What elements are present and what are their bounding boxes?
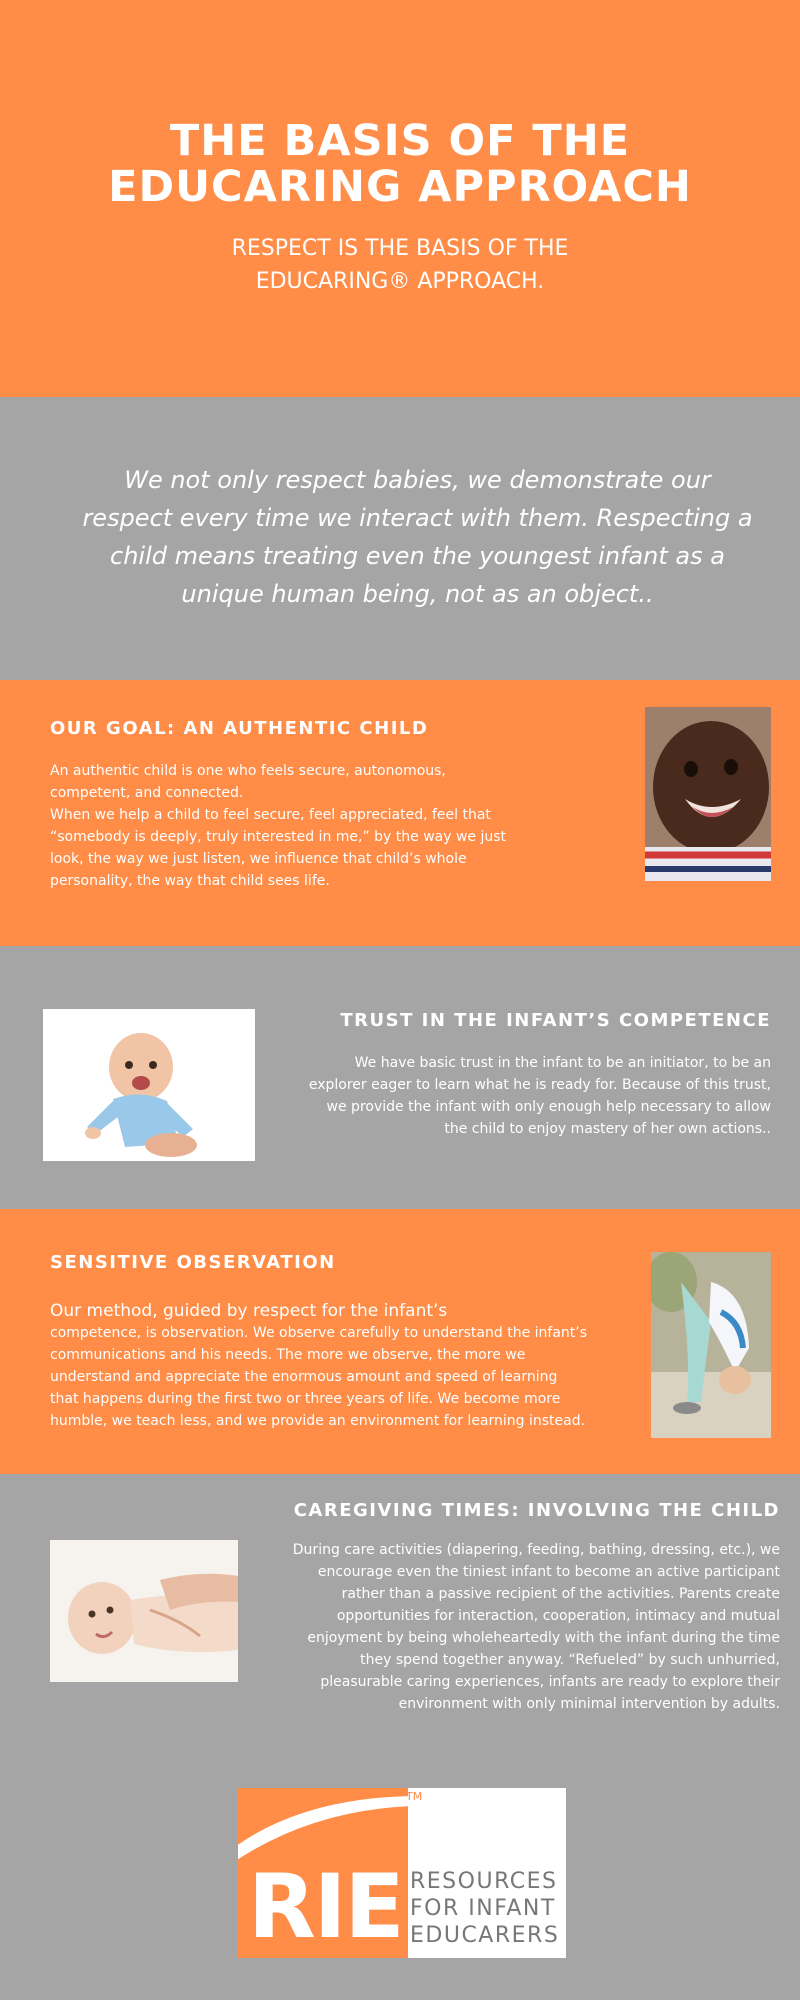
rie-logo-word: RESOURCES bbox=[410, 1869, 558, 1894]
goal-line: look, the way we just listen, we influence that child’s whole bbox=[50, 851, 467, 867]
caregiving-line: environment with only minimal intervention by adults. bbox=[398, 1696, 780, 1712]
goal-body bbox=[50, 760, 540, 892]
caregiving-line: rather than a passive recipient of the activities. Parents create bbox=[341, 1586, 780, 1602]
quote-line-3: child means treating even the youngest infant as a bbox=[110, 542, 725, 570]
caregiving-line: opportunities for interaction, cooperation, intimacy and mutual bbox=[336, 1608, 780, 1624]
rie-logo-letters: RIE bbox=[248, 1855, 403, 1958]
page-title-line-2: EDUCARING APPROACH bbox=[108, 162, 692, 212]
goal-line: competent, and connected. bbox=[50, 785, 244, 801]
quote-line-2: respect every time we interact with them. Respecting a bbox=[82, 504, 753, 532]
trust-heading: TRUST IN THE INFANT’S COMPETENCE bbox=[340, 1010, 771, 1031]
rie-logo-words bbox=[410, 1868, 559, 1949]
page-title-line-1: THE BASIS OF THE bbox=[169, 116, 631, 166]
observation-line: that happens during the first two or three years of life. We become more bbox=[50, 1391, 561, 1407]
observation-heading: SENSITIVE OBSERVATION bbox=[50, 1252, 336, 1273]
page-subtitle bbox=[0, 232, 800, 298]
trust-line: we provide the infant with only enough help necessary to allow bbox=[326, 1099, 771, 1115]
observation-line: communications and his needs. The more we observe, the more we bbox=[50, 1347, 526, 1363]
caregiving-line: During care activities (diapering, feeding, bathing, dressing, etc.), we bbox=[292, 1542, 780, 1558]
lying-baby-photo bbox=[50, 1540, 238, 1682]
trust-line: explorer eager to learn what he is ready for. Because of this trust, bbox=[308, 1077, 771, 1093]
caregiving-line: encourage even the tiniest infant to become an active participant bbox=[317, 1564, 780, 1580]
goal-section bbox=[0, 680, 800, 946]
caregiving-line: they spend together anyway. “Refueled” by such unhurried, bbox=[360, 1652, 780, 1668]
observation-lead: Our method, guided by respect for the infant’s bbox=[50, 1301, 448, 1321]
trademark-mark: TM bbox=[406, 1790, 423, 1803]
observation-line: understand and appreciate the enormous amount and speed of learning bbox=[50, 1369, 558, 1385]
caregiving-body bbox=[240, 1539, 780, 1715]
trust-line: We have basic trust in the infant to be an initiator, to be an bbox=[354, 1055, 771, 1071]
caregiving-line: pleasurable caring experiences, infants are ready to explore their bbox=[320, 1674, 780, 1690]
rie-logo[interactable] bbox=[238, 1788, 566, 1958]
goal-heading: OUR GOAL: AN AUTHENTIC CHILD bbox=[50, 718, 429, 739]
goal-line: When we help a child to feel secure, feel appreciated, feel that bbox=[50, 807, 491, 823]
trust-section bbox=[0, 946, 800, 1209]
bending-toddler-photo bbox=[651, 1252, 771, 1438]
goal-line: “somebody is deeply, truly interested in me,” by the way we just bbox=[50, 829, 507, 845]
caregiving-heading: CAREGIVING TIMES: INVOLVING THE CHILD bbox=[293, 1500, 780, 1521]
goal-line: An authentic child is one who feels secure, autonomous, bbox=[50, 763, 446, 779]
caregiving-section bbox=[0, 1474, 800, 2000]
goal-line: personality, the way that child sees life. bbox=[50, 873, 330, 889]
observation-body bbox=[50, 1322, 630, 1432]
page-subtitle-line-2: EDUCARING® APPROACH. bbox=[255, 269, 545, 294]
rie-logo-word: EDUCARERS bbox=[410, 1923, 560, 1948]
quote-line-1: We not only respect babies, we demonstrate our bbox=[124, 466, 711, 494]
observation-section bbox=[0, 1209, 800, 1474]
caregiving-line: enjoyment by being wholeheartedly with the infant during the time bbox=[307, 1630, 780, 1646]
rie-logo-word: FOR INFANT bbox=[410, 1896, 556, 1921]
quote-line-4: unique human being, not as an object.. bbox=[181, 580, 654, 608]
page-subtitle-line-1: RESPECT IS THE BASIS OF THE bbox=[231, 236, 569, 261]
smiling-baby-photo bbox=[645, 707, 771, 881]
trust-body bbox=[271, 1052, 771, 1140]
quote-text bbox=[60, 461, 775, 613]
page-title bbox=[0, 118, 800, 210]
rie-logo-block bbox=[238, 1788, 408, 1958]
observation-line: competence, is observation. We observe carefully to understand the infant’s bbox=[50, 1325, 588, 1341]
trust-line: the child to enjoy mastery of her own actions.. bbox=[444, 1121, 771, 1137]
observation-line: humble, we teach less, and we provide an environment for learning instead. bbox=[50, 1413, 586, 1429]
hero-section bbox=[0, 0, 800, 397]
crawling-baby-photo bbox=[43, 1009, 255, 1161]
quote-section bbox=[0, 397, 800, 680]
